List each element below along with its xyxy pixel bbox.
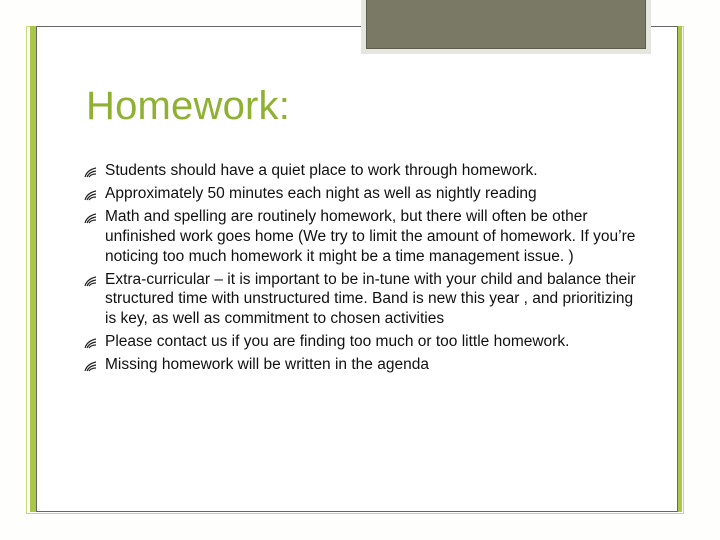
bullet-text: Please contact us if you are finding too much or too little homework. bbox=[105, 333, 570, 351]
bullet-item bbox=[84, 355, 636, 375]
wave-bullet-icon bbox=[84, 338, 97, 349]
bullet-item bbox=[84, 184, 636, 204]
bullet-list bbox=[84, 161, 636, 379]
wave-bullet-icon bbox=[84, 167, 97, 178]
bullet-item bbox=[84, 207, 636, 266]
wave-bullet-icon bbox=[84, 276, 97, 287]
bullet-item bbox=[84, 332, 636, 352]
accent-block bbox=[361, 0, 651, 54]
accent-block-inner bbox=[366, 0, 646, 49]
bullet-item bbox=[84, 270, 636, 329]
bullet-item bbox=[84, 161, 636, 181]
bullet-text: Approximately 50 minutes each night as well as nightly reading bbox=[105, 185, 537, 203]
bullet-text: Extra-curricular – it is important to be in-tune with your child and balance their structured time with unstructured time. Band is new this year , and prioritizing is key, as well as commitment to chosen activities bbox=[105, 270, 636, 327]
bullet-text: Missing homework will be written in the agenda bbox=[105, 356, 429, 374]
wave-bullet-icon bbox=[84, 361, 97, 372]
bullet-text: Math and spelling are routinely homework, but there will often be other unfinished work goes home (We try to limit the amount of homework. If you’re noticing too much homework it might be a time management issue. ) bbox=[105, 208, 636, 265]
wave-bullet-icon bbox=[84, 213, 97, 224]
slide-title: Homework: bbox=[86, 84, 291, 128]
wave-bullet-icon bbox=[84, 190, 97, 201]
bullet-text: Students should have a quiet place to work through homework. bbox=[105, 162, 538, 179]
